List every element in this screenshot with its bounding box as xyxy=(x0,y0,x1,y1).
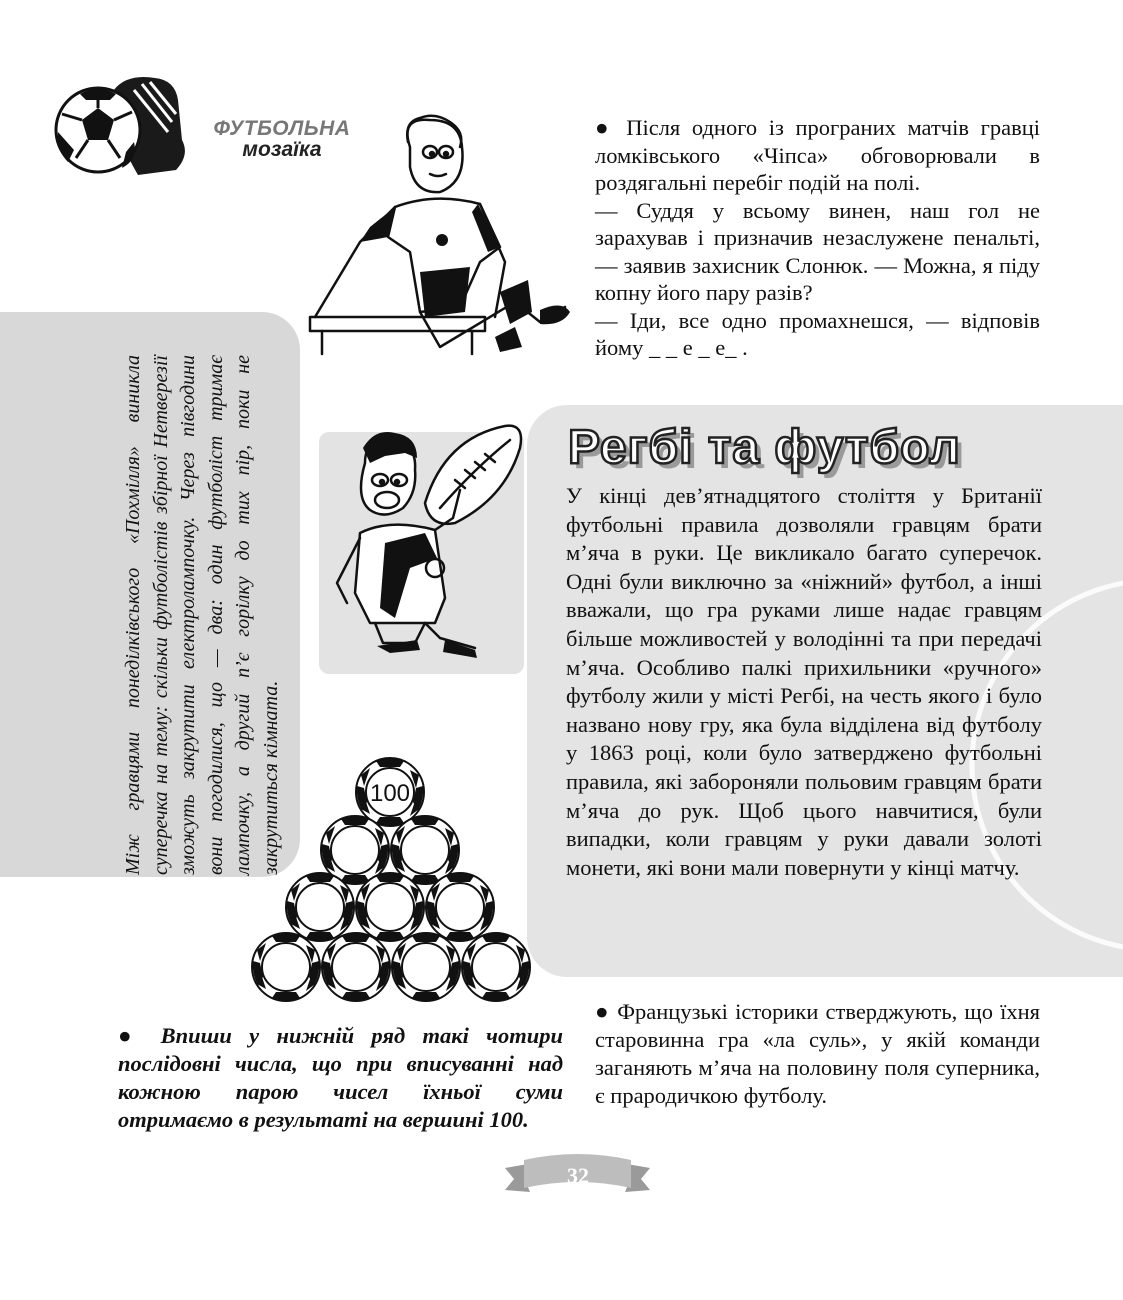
page-number: 32 xyxy=(567,1163,589,1188)
joke-paragraph-2: — Суддя у всьому винен, наш гол не зарахував і призначив незаслужене пенальті, — заявив захисник Слонюк. — Можна, я піду копну його пару разів? xyxy=(595,197,1040,305)
pyramid-ball xyxy=(321,816,389,884)
joke-paragraph-1: ● Після одного із програних матчів гравці ломківського «Чіпса» обговорювали в роздягальні перебіг подій на полі. xyxy=(595,115,1040,195)
joke-paragraph-3: — Іди, все одно промахнешся, — відповів йому _ _ е _ е_ . xyxy=(595,307,1040,360)
brand-line-2: мозаїка xyxy=(242,138,322,161)
french-history-text xyxy=(595,998,1040,1110)
puzzle-task-paragraph: ● Впиши у нижній ряд такі чотири послідовні числа, що при вписуванні над кожною парою чисел їхньої суми отримаємо в результаті на вершині 100. xyxy=(118,1023,563,1132)
pyramid-ball xyxy=(462,933,530,1001)
pyramid-ball xyxy=(391,816,459,884)
rugby-paragraph: У кінці дев’ятнадцятого століття у Британії футбольні правила дозволяли гравцям брати м’яча в руки. Це викликало багато суперечок. Одні були виключно за «ніжний» футбол, а інші вважали, що гра руками лише надає гравцям більше можливостей у володінні та при передачі м’яча. Особливо палкі прихильники «ручного» футболу жили у місті Регбі, на честь якого і було названо нову гру, яка була відділена від футболу у 1863 році, коли було затверджено футбольні правила, які забороняли польовим гравцям брати м’яча до рук. Щоб цього навчитися, були випадки, коли гравцям у руки давали золоті монети, які вони мали повернути у кінці матчу. xyxy=(566,483,1042,880)
brand-line-1: ФУТБОЛЬНА xyxy=(213,117,351,140)
rugby-section-text xyxy=(566,482,1042,882)
french-history-paragraph: ● Французькі історики стверджують, що їхня старовинна гра «ла суль», у якій команди заганяють м’яча на половину поля суперника, є прародичкою футболу. xyxy=(595,999,1040,1108)
rugby-player-illustration xyxy=(325,418,525,663)
pyramid-ball xyxy=(252,933,320,1001)
pyramid-ball xyxy=(322,933,390,1001)
side-joke-paragraph: Між гравцями понеділківського «Похмілля» виникла суперечка на тему: скільки футболістів збірної Нетверезії зможуть закрутити електролампочку. Через півгодини вони погодилися, що — два: один футболіст тримає лампочку, а другий п’є горілку до тих пір, поки не закрутиться кімната. xyxy=(122,355,282,875)
football-boot-logo-icon xyxy=(50,70,200,185)
pyramid-ball xyxy=(356,873,424,941)
pyramid-ball xyxy=(426,873,494,941)
player-on-bench-illustration xyxy=(300,112,580,357)
page-number-ribbon xyxy=(500,1150,655,1205)
rugby-section-title: Регбі та футбол xyxy=(568,421,961,474)
ball-pyramid-puzzle xyxy=(250,755,535,1010)
joke-text-block xyxy=(595,114,1040,362)
pyramid-ball xyxy=(392,933,460,1001)
pyramid-top-value: 100 xyxy=(369,780,411,807)
puzzle-task-text xyxy=(118,1022,563,1134)
pyramid-ball xyxy=(286,873,354,941)
